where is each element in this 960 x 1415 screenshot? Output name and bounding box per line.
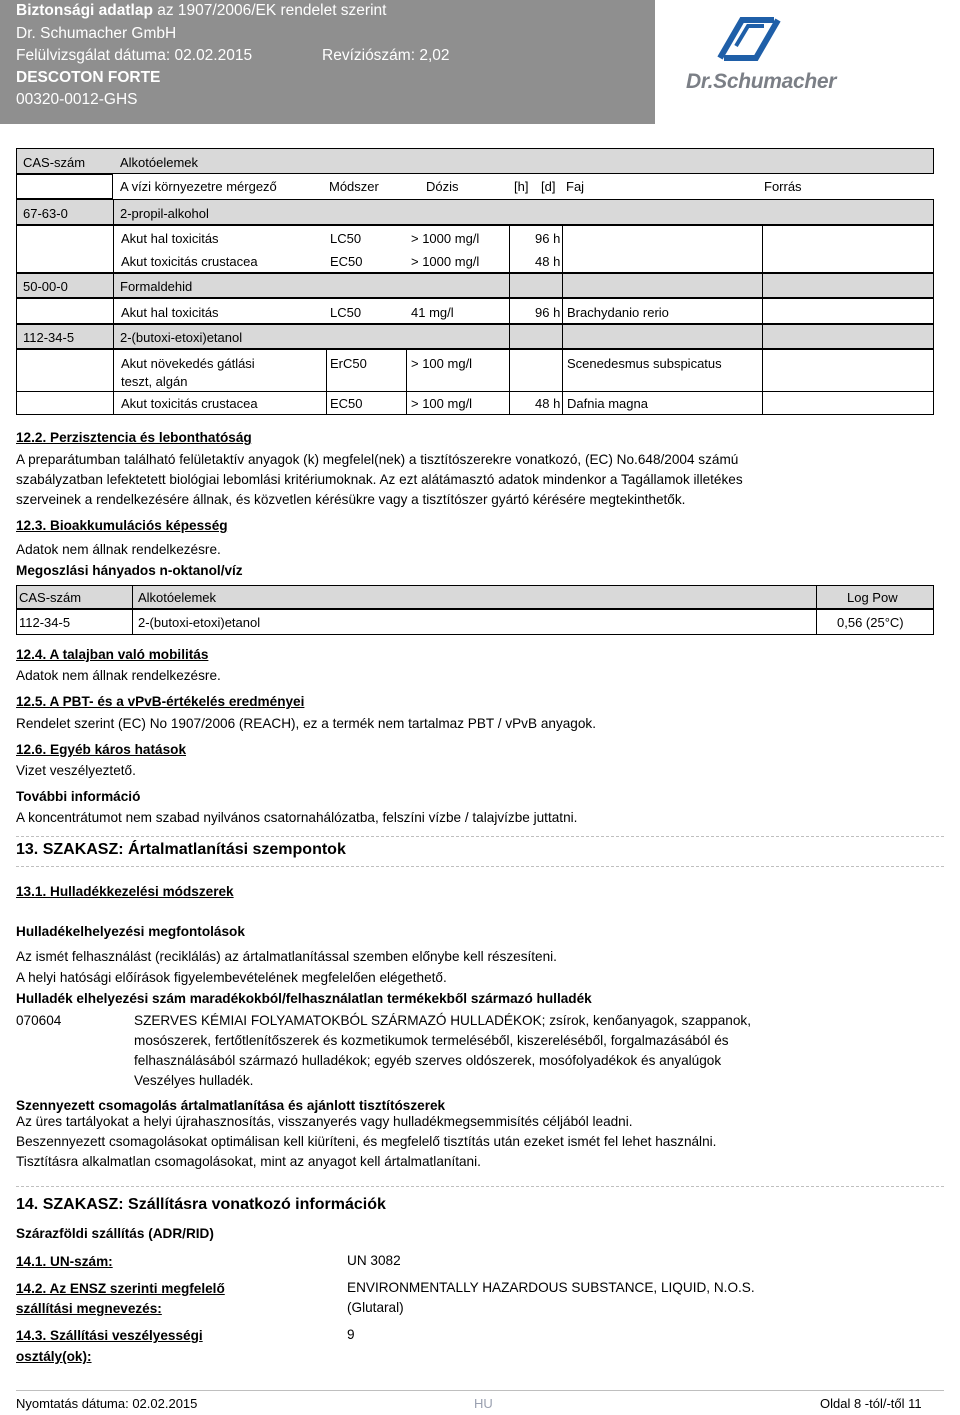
section-12-3-title: 12.3. Bioakkumulációs képesség bbox=[16, 518, 228, 533]
col-component-header: Alkotóelemek bbox=[120, 155, 199, 170]
tox-method: EC50 bbox=[330, 254, 363, 269]
waste-description: SZERVES KÉMIAI FOLYAMATOKBÓL SZÁRMAZÓ HULLADÉKOK; zsírok, kenőanyagok, szappanok, bbox=[134, 1013, 751, 1028]
hazard-class-label: 14.3. Szállítási veszélyességi bbox=[16, 1328, 203, 1343]
company-logo-icon bbox=[712, 6, 786, 72]
header-logo-area bbox=[655, 0, 960, 124]
text-line: Az ismét felhasználást (reciklálás) az ártalmatlanítással szemben előnybe kell részesíteni. bbox=[16, 949, 557, 964]
tox-method: ErC50 bbox=[330, 356, 367, 371]
col-method-header: Módszer bbox=[329, 179, 379, 194]
substance-name: 2-(butoxi-etoxi)etanol bbox=[138, 615, 261, 630]
section-12-5-title: 12.5. A PBT- és a vPvB-értékelés eredményei bbox=[16, 694, 305, 709]
section-12-6-title: 12.6. Egyéb káros hatások bbox=[16, 742, 187, 757]
section-12-2-title: 12.2. Perzisztencia és lebonthatóság bbox=[16, 430, 252, 445]
shipping-name-label: 14.2. Az ENSZ szerinti megfelelő bbox=[16, 1281, 225, 1296]
substance-row bbox=[16, 324, 934, 349]
header-company: Dr. Schumacher GmbH bbox=[16, 25, 177, 42]
tox-dose: > 100 mg/l bbox=[411, 356, 473, 371]
text-line: szabályzatban lefektetett biológiai lebomlási kritériumoknak. Az ezt alátámasztó adatok mindenkor a Tagállamok illetékes bbox=[16, 472, 743, 487]
tox-dose: 41 mg/l bbox=[411, 305, 454, 320]
text-line: A koncentrátumot nem szabad nyilvános csatornahálózatba, felszíni vízbe / talajvízbe juttatni. bbox=[16, 810, 578, 825]
tox-type-cont: teszt, algán bbox=[121, 374, 188, 389]
cas-number: 50-00-0 bbox=[23, 279, 68, 294]
col-source-header: Forrás bbox=[764, 179, 802, 194]
tox-method: LC50 bbox=[330, 305, 362, 320]
text-line: Az üres tartályokat a helyi újrahasznosítás, visszanyerés vagy hulladékmegsemmisítés céljából leadni. bbox=[16, 1114, 633, 1129]
tox-hours: 96 h bbox=[535, 231, 561, 246]
land-transport-title: Szárazföldi szállítás (ADR/RID) bbox=[16, 1226, 214, 1241]
col-h-header: [h] bbox=[514, 179, 529, 194]
tox-type: Akut növekedés gátlási bbox=[121, 356, 255, 371]
waste-code: 070604 bbox=[16, 1013, 62, 1028]
tox-dose: > 100 mg/l bbox=[411, 396, 473, 411]
header-product: DESCOTON FORTE bbox=[16, 69, 161, 86]
language-code: HU bbox=[474, 1396, 493, 1411]
text-line: Tisztításra alkalmatlan csomagolásokat, mint az anyagot kell ártalmatlanítani. bbox=[16, 1154, 481, 1169]
tox-dose: > 1000 mg/l bbox=[411, 231, 480, 246]
table-header-row bbox=[16, 148, 934, 174]
section-13-title: 13. SZAKASZ: Ártalmatlanítási szempontok bbox=[16, 841, 346, 858]
print-date: Nyomtatás dátuma: 02.02.2015 bbox=[16, 1396, 198, 1411]
ecotoxicity-table bbox=[16, 148, 934, 416]
section-12-4-title: 12.4. A talajban való mobilitás bbox=[16, 647, 209, 662]
partition-coefficient-title: Megoszlási hányados n-oktanol/víz bbox=[16, 563, 243, 578]
col-species-header: Faj bbox=[566, 179, 585, 194]
log-pow-value: 0,56 (25°C) bbox=[837, 615, 904, 630]
section-divider bbox=[16, 836, 944, 837]
text-line: Adatok nem állnak rendelkezésre. bbox=[16, 542, 221, 557]
table-row bbox=[16, 298, 934, 324]
table-subheader-row bbox=[16, 174, 934, 199]
page-number: Oldal 8 -tól/-től 11 bbox=[820, 1396, 922, 1411]
shipping-name-label-cont: szállítási megnevezés: bbox=[16, 1301, 162, 1316]
tox-species: Brachydanio rerio bbox=[567, 305, 669, 320]
header-review-date: Felülvizsgálat dátuma: 02.02.2015 bbox=[16, 47, 253, 64]
tox-species: Scenedesmus subspicatus bbox=[567, 356, 722, 371]
cas-number: 112-34-5 bbox=[19, 615, 71, 630]
log-pow-table bbox=[16, 585, 934, 635]
section-14-title: 14. SZAKASZ: Szállításra vonatkozó információk bbox=[16, 1196, 386, 1213]
table-row bbox=[16, 225, 934, 249]
tox-type: Akut hal toxicitás bbox=[121, 305, 219, 320]
col-tox-header: A vízi környezetre mérgező bbox=[120, 179, 277, 194]
tox-method: LC50 bbox=[330, 231, 362, 246]
table-row bbox=[16, 249, 934, 273]
substance-name: 2-propil-alkohol bbox=[120, 206, 209, 221]
header-code: 00320-0012-GHS bbox=[16, 91, 138, 108]
col-cas-header: CAS-szám bbox=[19, 590, 82, 605]
section-divider bbox=[16, 866, 944, 867]
text-line: Adatok nem állnak rendelkezésre. bbox=[16, 668, 221, 683]
tox-type: Akut hal toxicitás bbox=[121, 231, 219, 246]
section-divider bbox=[16, 1186, 944, 1187]
tox-dose: > 1000 mg/l bbox=[411, 254, 480, 269]
document-header bbox=[0, 0, 960, 124]
text-line: Rendelet szerint (EC) No 1907/2006 (REACH), ez a termék nem tartalmaz PBT / vPvB anyagok. bbox=[16, 716, 596, 731]
un-number-label: 14.1. UN-szám: bbox=[16, 1254, 113, 1269]
shipping-name-value-cont: (Glutaral) bbox=[347, 1300, 404, 1315]
table-row bbox=[16, 609, 934, 635]
table-header-row bbox=[16, 585, 934, 609]
hazard-class-value: 9 bbox=[347, 1327, 355, 1342]
cas-number: 112-34-5 bbox=[23, 330, 75, 345]
substance-row bbox=[16, 199, 934, 225]
col-component-header: Alkotóelemek bbox=[138, 590, 217, 605]
col-d-header: [d] bbox=[541, 179, 556, 194]
text-line: A preparátumban található felületaktív anyagok (k) megfelel(nek) a tisztítószerekre vonatkozó, (EC) No.648/2004 számú bbox=[16, 452, 739, 467]
waste-description: mosószerek, fertőtlenítőszerek és kozmetikumok termeléséből, kiszereléséből, forgalmazásából és bbox=[134, 1033, 729, 1048]
section-13-1-title: 13.1. Hulladékkezelési módszerek bbox=[16, 884, 234, 899]
table-row bbox=[16, 391, 934, 415]
text-line: szerveinek a rendelkezésére állnak, és közvetlen kérésükre vagy a tisztítószer gyártó kérésére megtekinthetők. bbox=[16, 492, 686, 507]
text-line: A helyi hatósági előírások figyelembevételének megfelelően elégethető. bbox=[16, 970, 447, 985]
tox-hours: 48 h bbox=[535, 254, 561, 269]
un-number-value: UN 3082 bbox=[347, 1253, 401, 1268]
col-dose-header: Dózis bbox=[426, 179, 459, 194]
tox-method: EC50 bbox=[330, 396, 363, 411]
table-row bbox=[16, 349, 934, 391]
tox-hours: 96 h bbox=[535, 305, 561, 320]
tox-species: Dafnia magna bbox=[567, 396, 648, 411]
disposal-considerations-title: Hulladékelhelyezési megfontolások bbox=[16, 924, 245, 939]
col-logpow-header: Log Pow bbox=[847, 590, 898, 605]
text-line: Beszennyezett csomagolásokat optimálisan kell kiüríteni, és megfelelő tisztítás után ezeket ismét fel lehet használni. bbox=[16, 1134, 717, 1149]
tox-hours: 48 h bbox=[535, 396, 561, 411]
cas-number: 67-63-0 bbox=[23, 206, 68, 221]
substance-name: 2-(butoxi-etoxi)etanol bbox=[120, 330, 243, 345]
waste-code-title: Hulladék elhelyezési szám maradékokból/felhasználatlan termékekből származó hulladék bbox=[16, 991, 592, 1006]
tox-type: Akut toxicitás crustacea bbox=[121, 254, 258, 269]
footer-divider bbox=[16, 1390, 944, 1391]
header-title: Biztonsági adatlap az 1907/2006/EK rendelet szerint bbox=[16, 2, 387, 19]
company-logo-text: Dr.Schumacher bbox=[686, 70, 837, 93]
shipping-name-value: ENVIRONMENTALLY HAZARDOUS SUBSTANCE, LIQUID, N.O.S. bbox=[347, 1280, 755, 1295]
further-info-title: További információ bbox=[16, 789, 141, 804]
waste-description: felhasználásából származó hulladékok; egyéb szerves oldószerek, mosófolyadékok és anyalúgok bbox=[134, 1053, 722, 1068]
col-cas-header: CAS-szám bbox=[23, 155, 86, 170]
tox-type: Akut toxicitás crustacea bbox=[121, 396, 258, 411]
waste-description: Veszélyes hulladék. bbox=[134, 1073, 254, 1088]
text-line: Vizet veszélyeztető. bbox=[16, 763, 136, 778]
hazard-class-label-cont: osztály(ok): bbox=[16, 1349, 92, 1364]
packaging-title: Szennyezett csomagolás ártalmatlanítása és ajánlott tisztítószerek bbox=[16, 1098, 446, 1113]
substance-name: Formaldehid bbox=[120, 279, 193, 294]
substance-row bbox=[16, 273, 934, 298]
header-revision: Revíziószám: 2,02 bbox=[322, 47, 450, 64]
